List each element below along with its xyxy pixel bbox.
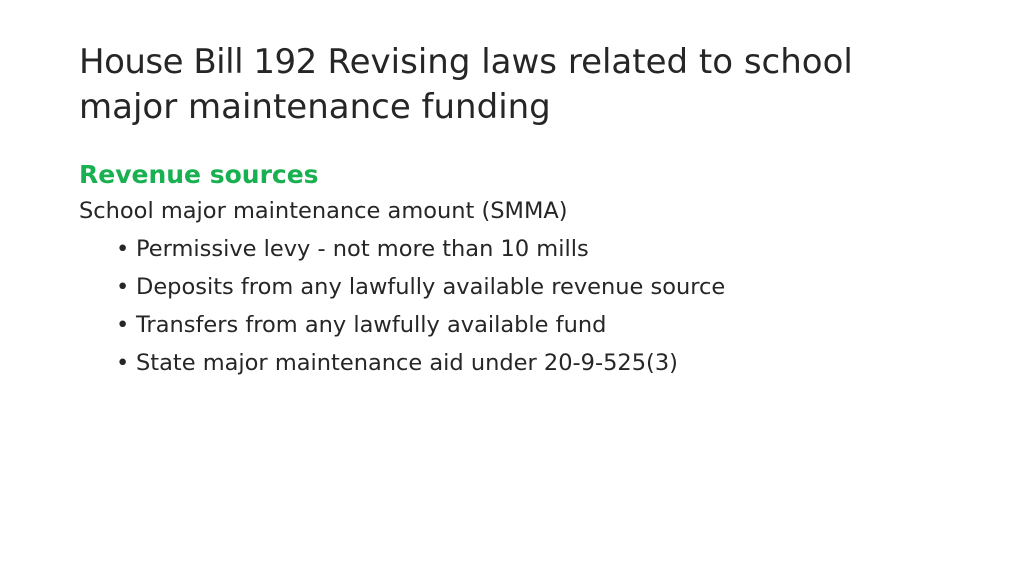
bill-number: House Bill 192	[79, 42, 317, 82]
slide-body	[79, 158, 979, 382]
bullet-dot-icon: •	[116, 312, 130, 338]
bullet-dot-icon: •	[116, 236, 130, 262]
bullet-list	[79, 230, 979, 382]
slide-title	[79, 40, 939, 130]
intro-line: School major maintenance amount (SMMA)	[79, 198, 568, 224]
bill-description: Revising laws related to school major maintenance funding	[79, 42, 853, 127]
bullet-text: Transfers from any lawfully available fund	[136, 312, 607, 338]
bullet-item	[116, 344, 979, 382]
section-heading: Revenue sources	[79, 160, 319, 189]
bullet-text: Deposits from any lawfully available revenue source	[136, 274, 726, 300]
bullet-dot-icon: •	[116, 350, 130, 376]
bullet-item	[116, 306, 979, 344]
bullet-dot-icon: •	[116, 274, 130, 300]
bullet-text: Permissive levy - not more than 10 mills	[136, 236, 589, 262]
bullet-text: State major maintenance aid under 20-9-525(3)	[136, 350, 678, 376]
bullet-item	[116, 230, 979, 268]
bullet-item	[116, 268, 979, 306]
